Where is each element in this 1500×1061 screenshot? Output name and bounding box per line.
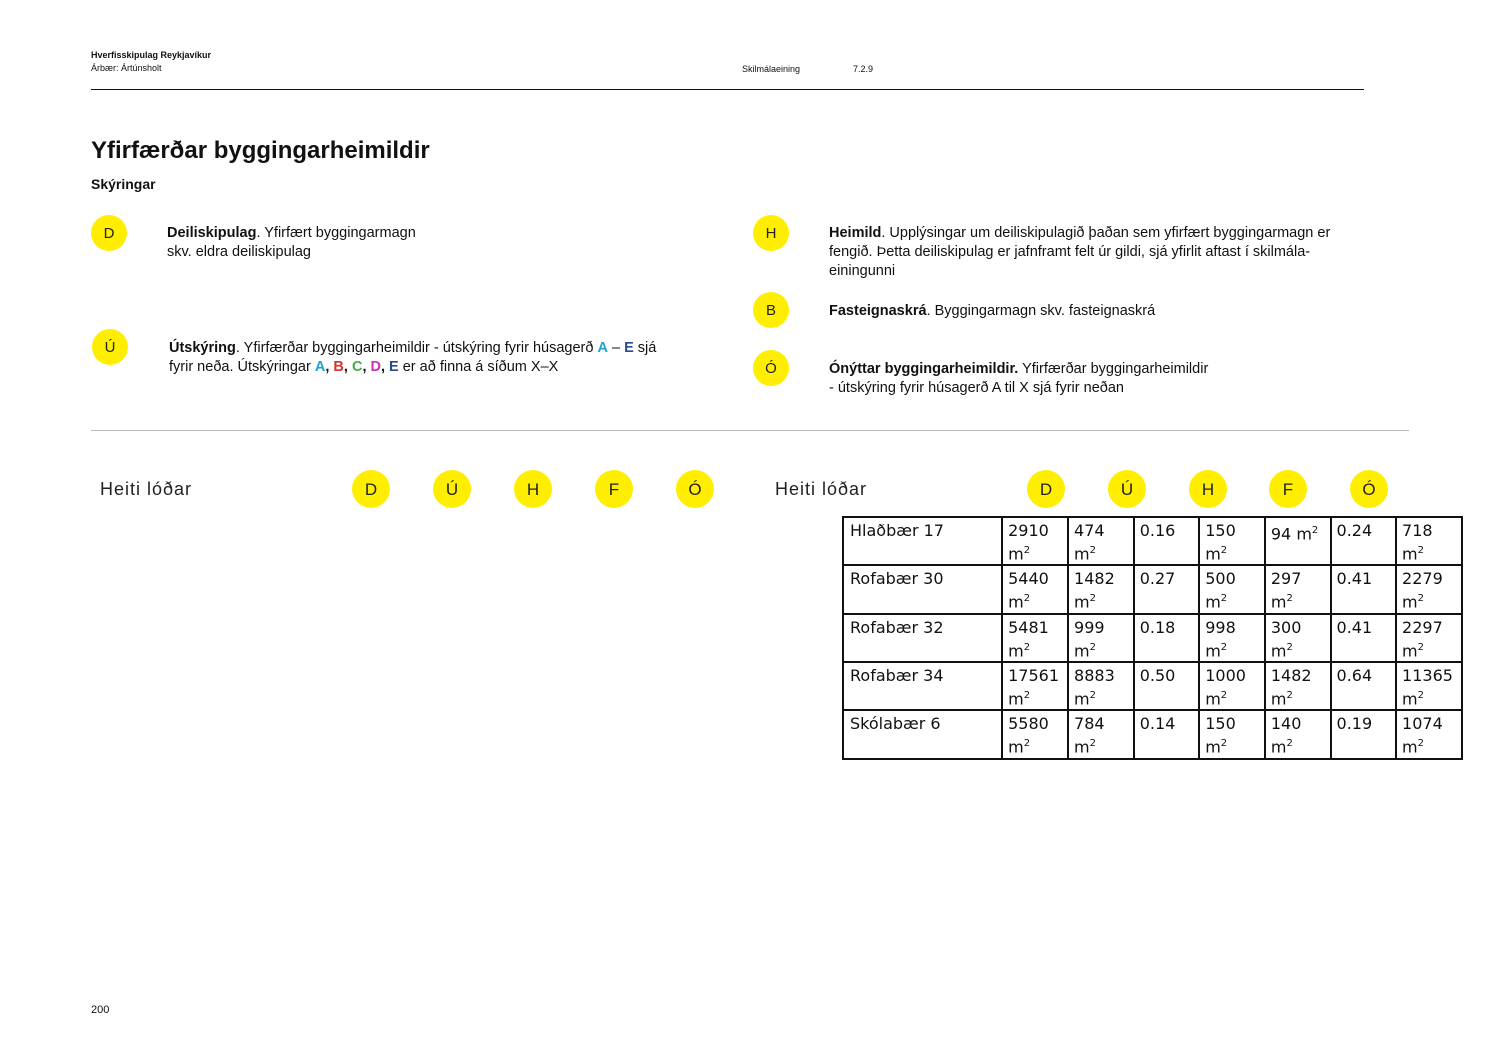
document-subtitle: Árbær: Ártúnsholt	[91, 63, 162, 73]
table-row	[843, 565, 1462, 613]
legend-badge-h: H	[753, 215, 789, 251]
table-row	[843, 517, 1462, 565]
cell-o: 11365 $m^2$	[1396, 662, 1462, 710]
legend-badge-u: Ú	[92, 329, 128, 365]
cell-h: 150 $m^2$	[1199, 710, 1265, 758]
cell-u: 999 $m^2$	[1068, 614, 1134, 662]
legend-badge-d: D	[91, 215, 127, 251]
page-title: Yfirfærðar byggingarheimildir	[91, 137, 430, 164]
cell-f: 140 $m^2$	[1265, 710, 1331, 758]
section-divider	[91, 430, 1409, 431]
cell-d: 17561 $m^2$	[1002, 662, 1068, 710]
cell-ratio-2: 0.41	[1331, 565, 1397, 613]
cell-f: 300 $m^2$	[1265, 614, 1331, 662]
cell-u: 1482 $m^2$	[1068, 565, 1134, 613]
table-row	[843, 710, 1462, 758]
column-badge-o: Ó	[1350, 470, 1388, 508]
cell-ratio-1: 0.18	[1134, 614, 1200, 662]
cell-h: 1000 $m^2$	[1199, 662, 1265, 710]
cell-ratio-1: 0.27	[1134, 565, 1200, 613]
cell-d: 5580 $m^2$	[1002, 710, 1068, 758]
column-badge-u: Ú	[433, 470, 471, 508]
legend-badge-b: B	[753, 292, 789, 328]
cell-d: 5440 $m^2$	[1002, 565, 1068, 613]
legend-item-d: Deiliskipulag. Yfirfært byggingarmagn skv. eldra deiliskipulag	[167, 225, 416, 260]
cell-u: 8883 $m^2$	[1068, 662, 1134, 710]
header-divider	[91, 89, 1364, 90]
column-badge-o: Ó	[676, 470, 714, 508]
table-row	[843, 662, 1462, 710]
legend-item-b: Fasteignaskrá. Byggingarmagn skv. fasteignaskrá	[829, 303, 1156, 319]
building-permits-table	[842, 516, 1463, 760]
legend-item-u: Útskýring. Yfirfærðar byggingarheimildir - útskýring fyrir húsagerð A – E sjá fyrir neða. Útskýringar A, B, C, D, E er að finna á síðum X–X	[169, 340, 657, 375]
column-badge-h: H	[514, 470, 552, 508]
legend-badge-o: Ó	[753, 350, 789, 386]
column-badge-d: D	[352, 470, 390, 508]
legend-term: Deiliskipulag	[167, 225, 257, 241]
legend-item-h: Heimild. Upplýsingar um deiliskipulagið þaðan sem yfirfært byggingarmagn er fengið. Þetta deiliskipulag er jafnframt felt úr gildi, sjá yfirlit aftast í skilmála- einingunni	[829, 225, 1331, 279]
cell-h: 150 $m^2$	[1199, 517, 1265, 565]
cell-ratio-2: 0.24	[1331, 517, 1397, 565]
legend-heading: Skýringar	[91, 176, 156, 192]
section-number: 7.2.9	[853, 64, 874, 74]
cell-h: 500 $m^2$	[1199, 565, 1265, 613]
cell-d: 5481 $m^2$	[1002, 614, 1068, 662]
column-badge-f: F	[595, 470, 633, 508]
cell-f: 1482 $m^2$	[1265, 662, 1331, 710]
cell-lot-name: Rofabær 32	[843, 614, 1002, 662]
cell-ratio-2: 0.41	[1331, 614, 1397, 662]
cell-f: 297 $m^2$	[1265, 565, 1331, 613]
cell-lot-name: Rofabær 34	[843, 662, 1002, 710]
cell-ratio-1: 0.14	[1134, 710, 1200, 758]
cell-o: 2279 $m^2$	[1396, 565, 1462, 613]
cell-d: 2910 $m^2$	[1002, 517, 1068, 565]
column-badge-h: H	[1189, 470, 1227, 508]
table-row	[843, 614, 1462, 662]
cell-ratio-2: 0.19	[1331, 710, 1397, 758]
column-heading-lot-name: Heiti lóðar	[775, 479, 868, 499]
column-badge-u: Ú	[1108, 470, 1146, 508]
cell-lot-name: Hlaðbær 17	[843, 517, 1002, 565]
cell-ratio-1: 0.50	[1134, 662, 1200, 710]
legend-term: Heimild	[829, 225, 882, 241]
cell-f: 94 $m^2$	[1265, 517, 1331, 565]
cell-ratio-2: 0.64	[1331, 662, 1397, 710]
cell-h: 998 $m^2$	[1199, 614, 1265, 662]
document-title: Hverfisskipulag Reykjavíkur	[91, 50, 212, 60]
cell-lot-name: Rofabær 30	[843, 565, 1002, 613]
section-label: Skilmálaeining	[742, 64, 801, 74]
cell-o: 2297 $m^2$	[1396, 614, 1462, 662]
column-heading-lot-name: Heiti lóðar	[100, 479, 193, 499]
cell-u: 784 $m^2$	[1068, 710, 1134, 758]
cell-o: 1074 $m^2$	[1396, 710, 1462, 758]
cell-u: 474 $m^2$	[1068, 517, 1134, 565]
page-number: 200	[91, 1004, 110, 1016]
column-badge-d: D	[1027, 470, 1065, 508]
cell-lot-name: Skólabær 6	[843, 710, 1002, 758]
cell-ratio-1: 0.16	[1134, 517, 1200, 565]
legend-term: Fasteignaskrá	[829, 303, 927, 319]
cell-o: 718 $m^2$	[1396, 517, 1462, 565]
legend-item-o: Ónýttar byggingarheimildir. Yfirfærðar byggingarheimildir - útskýring fyrir húsagerð A til X sjá fyrir neðan	[829, 361, 1209, 396]
legend-term: Útskýring	[169, 340, 236, 356]
legend-term: Ónýttar byggingarheimildir.	[829, 361, 1019, 377]
column-badge-f: F	[1269, 470, 1307, 508]
